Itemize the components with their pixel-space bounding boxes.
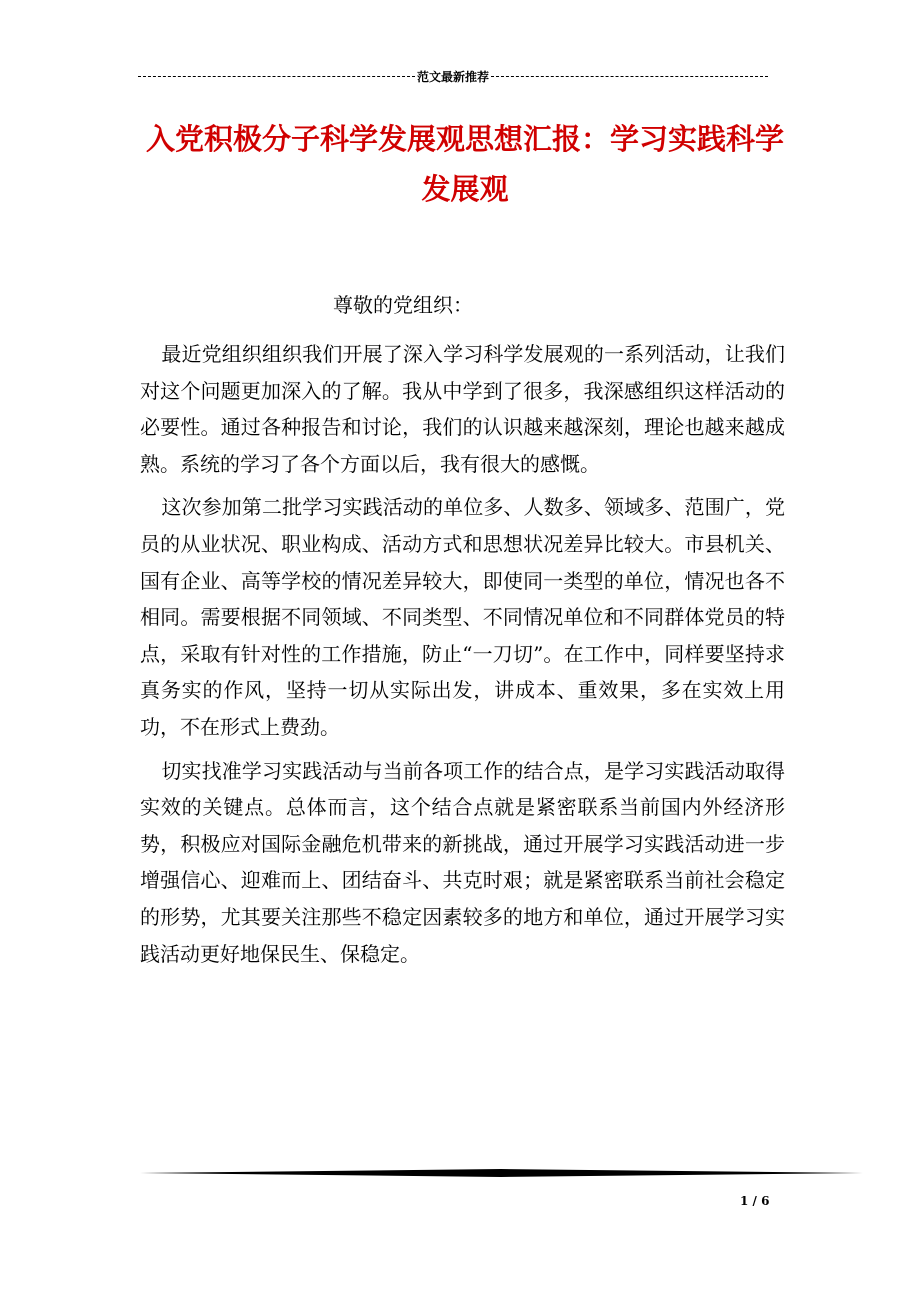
paragraph-1: 最近党组织组织我们开展了深入学习科学发展观的一系列活动，让我们对这个问题更加深入的了解。我从中学到了很多，我深感组织这样活动的必要性。通过各种报告和讨论，我们的认识越来越深刻，理论也越来越成熟。系统的学习了各个方面以后，我有很大的感慨。 bbox=[140, 342, 785, 476]
header-dash-right bbox=[491, 76, 768, 77]
page-header bbox=[138, 66, 768, 86]
page-number: 1 / 6 bbox=[740, 1194, 770, 1208]
footer-divider bbox=[140, 1168, 863, 1178]
header-dash-left bbox=[138, 76, 415, 77]
paragraph-3: 切实找准学习实践活动与当前各项工作的结合点，是学习实践活动取得实效的关键点。总体而言，这个结合点就是紧密联系当前国内外经济形势，积极应对国际金融危机带来的新挑战，通过开展学习实践活动进一步增强信心、迎难而上、团结奋斗、共克时艰；就是紧密联系当前社会稳定的形势，尤其要关注那些不稳定因素较多的地方和单位，通过开展学习实践活动更好地保民生、保稳定。 bbox=[140, 758, 785, 966]
document-title: 入党积极分子科学发展观思想汇报：学习实践科学发展观 bbox=[145, 122, 784, 206]
header-label: 范文最新推荐 bbox=[417, 69, 490, 84]
document-body bbox=[140, 336, 785, 979]
paragraph-2: 这次参加第二批学习实践活动的单位多、人数多、领域多、范围广，党员的从业状况、职业构成、活动方式和思想状况差异比较大。市县机关、国有企业、高等学校的情况差异较大，即使同一类型的单位，情况也各不相同。需要根据不同领域、不同类型、不同情况单位和不同群体党员的特点，采取有针对性的工作措施，防止“一刀切”。在工作中，同样要坚持求真务实的作风，坚持一切从实际出发，讲成本、重效果，多在实效上用功，不在形式上费劲。 bbox=[140, 495, 785, 739]
salutation: 尊敬的党组织： bbox=[333, 293, 473, 317]
